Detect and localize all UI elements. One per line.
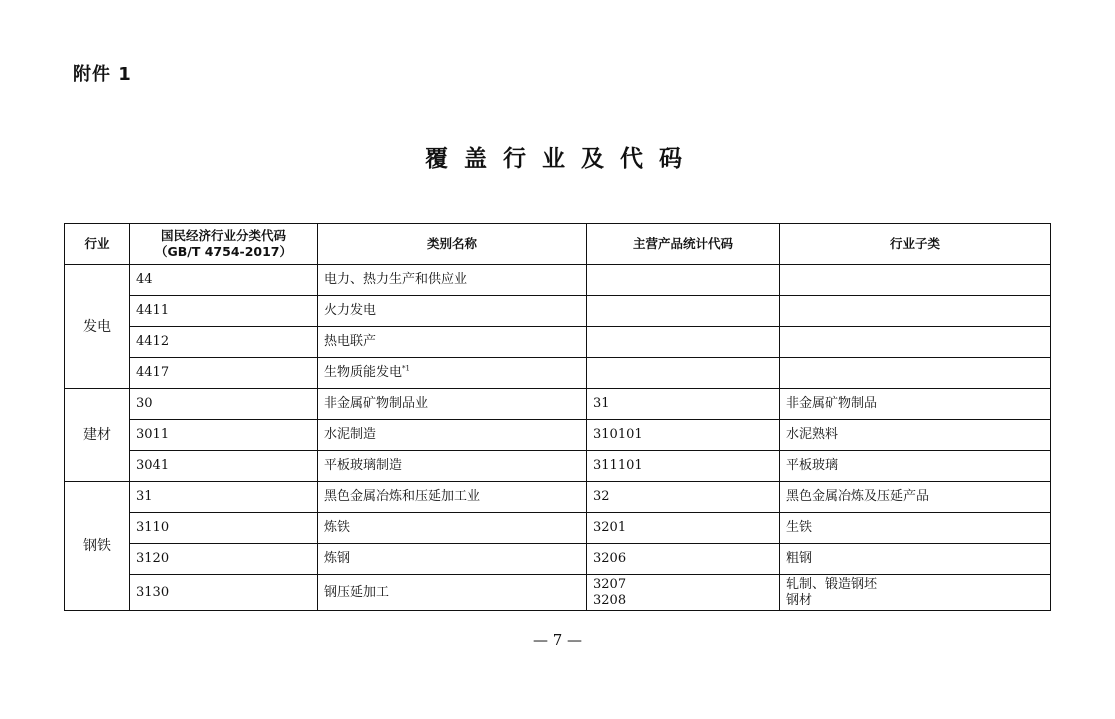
subcategory-cell: 非金属矿物制品	[780, 389, 1051, 420]
product-code-line: 3208	[593, 592, 627, 608]
product-code-cell	[587, 296, 780, 327]
document-title: 覆盖行业及代码	[425, 146, 698, 172]
product-code-cell	[587, 575, 780, 611]
gb-code-cell: 3130	[130, 575, 318, 611]
product-code-cell	[587, 358, 780, 389]
header-category: 类别名称	[318, 224, 587, 265]
table-row	[65, 544, 1051, 575]
header-product-code: 主营产品统计代码	[587, 224, 780, 265]
category-cell: 水泥制造	[318, 420, 587, 451]
gb-code-cell: 3120	[130, 544, 318, 575]
subcategory-cell	[780, 296, 1051, 327]
category-cell: 火力发电	[318, 296, 587, 327]
gb-code-cell: 3011	[130, 420, 318, 451]
table-row	[65, 265, 1051, 296]
category-cell: 电力、热力生产和供应业	[318, 265, 587, 296]
category-cell: 非金属矿物制品业	[318, 389, 587, 420]
subcategory-cell: 生铁	[780, 513, 1051, 544]
table-header-row	[65, 224, 1051, 265]
subcategory-cell	[780, 358, 1051, 389]
subcategory-line: 轧制、锻造钢坯	[786, 576, 878, 592]
gb-code-cell: 31	[130, 482, 318, 513]
gb-code-cell: 3041	[130, 451, 318, 482]
category-cell	[318, 358, 587, 389]
category-cell: 钢压延加工	[318, 575, 587, 611]
product-code-cell	[587, 327, 780, 358]
header-gb-code	[130, 224, 318, 265]
subcategory-cell: 粗钢	[780, 544, 1051, 575]
product-code-cell: 3206	[587, 544, 780, 575]
footnote-marker: *1	[402, 364, 410, 373]
table-row	[65, 296, 1051, 327]
category-cell: 炼铁	[318, 513, 587, 544]
page-number: — 7 —	[532, 631, 583, 649]
table-row	[65, 451, 1051, 482]
industry-cell-power: 发电	[65, 265, 130, 389]
table-row	[65, 420, 1051, 451]
header-subcategory: 行业子类	[780, 224, 1051, 265]
product-code-cell: 32	[587, 482, 780, 513]
category-cell: 平板玻璃制造	[318, 451, 587, 482]
gb-code-cell: 44	[130, 265, 318, 296]
category-cell: 热电联产	[318, 327, 587, 358]
industry-code-table	[64, 223, 1051, 611]
subcategory-cell	[780, 575, 1051, 611]
gb-code-cell: 30	[130, 389, 318, 420]
gb-code-cell: 4417	[130, 358, 318, 389]
subcategory-cell	[780, 265, 1051, 296]
gb-code-cell: 4411	[130, 296, 318, 327]
attachment-label: 附件 1	[73, 64, 132, 85]
table-row	[65, 358, 1051, 389]
category-cell: 炼钢	[318, 544, 587, 575]
product-code-cell: 310101	[587, 420, 780, 451]
subcategory-cell: 平板玻璃	[780, 451, 1051, 482]
subcategory-cell: 黑色金属冶炼及压延产品	[780, 482, 1051, 513]
product-code-line: 3207	[593, 576, 627, 592]
product-code-cell: 3201	[587, 513, 780, 544]
gb-code-cell: 4412	[130, 327, 318, 358]
product-code-cell: 311101	[587, 451, 780, 482]
table-row	[65, 482, 1051, 513]
subcategory-line: 钢材	[786, 592, 813, 608]
table-row	[65, 575, 1051, 611]
table-row	[65, 513, 1051, 544]
header-gb-code-line2: （GB/T 4754-2017）	[155, 244, 292, 259]
product-code-cell	[587, 265, 780, 296]
category-name: 生物质能发电	[324, 365, 403, 380]
header-industry: 行业	[65, 224, 130, 265]
header-gb-code-line1: 国民经济行业分类代码	[160, 228, 286, 243]
industry-cell-building-materials: 建材	[65, 389, 130, 482]
gb-code-cell: 3110	[130, 513, 318, 544]
table-row	[65, 327, 1051, 358]
subcategory-cell	[780, 327, 1051, 358]
subcategory-cell: 水泥熟料	[780, 420, 1051, 451]
product-code-cell: 31	[587, 389, 780, 420]
table-row	[65, 389, 1051, 420]
industry-cell-steel: 钢铁	[65, 482, 130, 611]
category-cell: 黑色金属冶炼和压延加工业	[318, 482, 587, 513]
